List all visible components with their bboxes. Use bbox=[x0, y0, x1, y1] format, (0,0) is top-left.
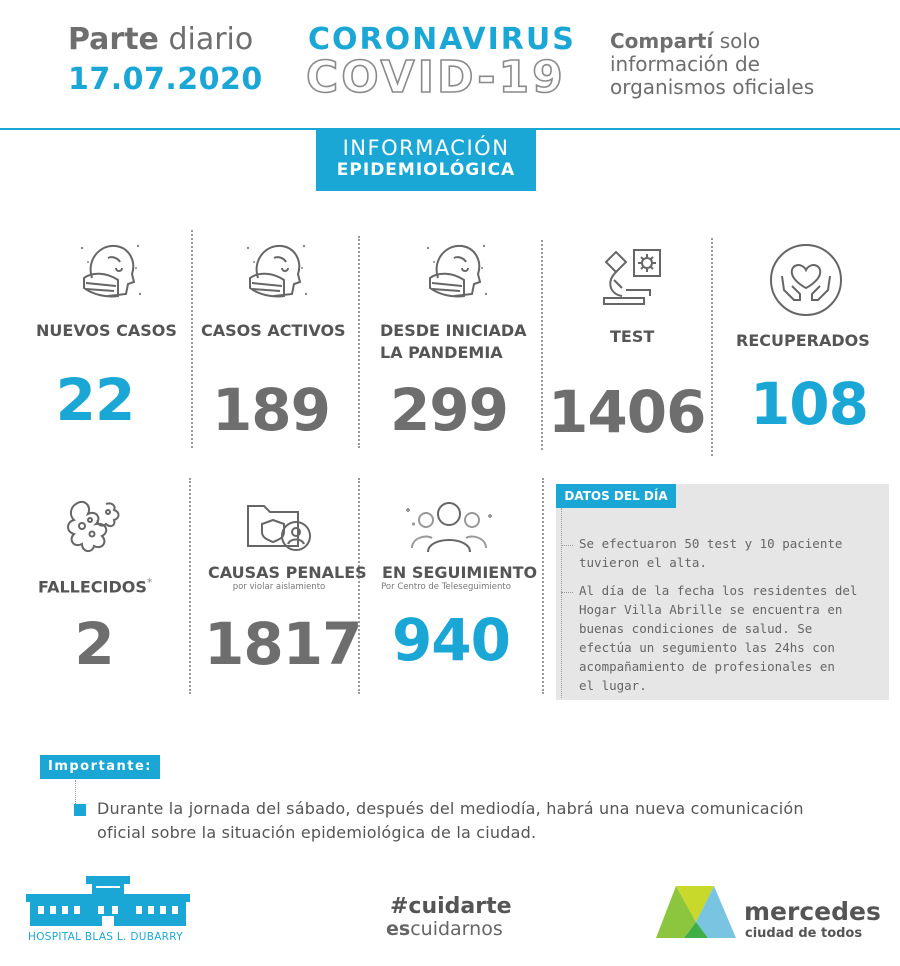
datos-paragraph-1: Se efectuaron 50 test y 10 paciente tuvieron el alta. bbox=[579, 536, 843, 570]
report-date: 17.07.2020 bbox=[68, 62, 263, 97]
causas-penales-sub: por violar aislamiento bbox=[232, 582, 326, 592]
separator bbox=[189, 478, 191, 694]
fallecidos-label: FALLECIDOS* bbox=[38, 576, 153, 597]
test-label: TEST bbox=[610, 327, 655, 346]
bullet-square bbox=[74, 804, 86, 816]
microscope-icon bbox=[600, 246, 666, 308]
seguimiento-sub: Por Centro de Teleseguimiento bbox=[381, 582, 511, 592]
mask-face-icon bbox=[78, 238, 144, 304]
police-folder-icon bbox=[246, 498, 314, 554]
recuperados-label: RECUPERADOS bbox=[736, 331, 870, 350]
mercedes-tagline: ciudad de todos bbox=[745, 926, 863, 941]
hospital-building-icon bbox=[26, 872, 190, 930]
importante-bracket bbox=[75, 780, 76, 806]
casos-activos-value: 189 bbox=[211, 376, 331, 444]
fallecidos-value: 2 bbox=[74, 610, 114, 678]
datos-bracket-tick bbox=[561, 592, 573, 593]
causas-penales-label: CAUSAS PENALES bbox=[208, 563, 367, 582]
importante-tag: Importante: bbox=[40, 755, 160, 779]
datos-title: DATOS DEL DÍA bbox=[556, 484, 676, 508]
separator bbox=[542, 478, 544, 694]
virus-icon bbox=[62, 494, 126, 556]
datos-bracket bbox=[561, 508, 562, 698]
test-value: 1406 bbox=[548, 378, 706, 446]
seguimiento-value: 940 bbox=[391, 606, 511, 674]
hashtag-cuidarte: #cuidarte bbox=[390, 894, 512, 919]
report-title: Parte diario bbox=[68, 22, 254, 57]
separator bbox=[191, 230, 193, 448]
seguimiento-label: EN SEGUIMIENTO bbox=[382, 563, 538, 582]
causas-penales-value: 1817 bbox=[204, 610, 362, 678]
hashtag-escuidarnos: escuidarnos bbox=[386, 918, 503, 940]
recuperados-value: 108 bbox=[749, 370, 869, 438]
mask-face-icon bbox=[244, 238, 310, 304]
people-monitor-icon bbox=[402, 498, 496, 554]
separator bbox=[358, 236, 360, 448]
hospital-name: HOSPITAL BLAS L. DUBARRY bbox=[28, 931, 183, 943]
heart-hands-icon bbox=[768, 242, 844, 318]
mask-face-icon bbox=[424, 238, 490, 304]
section-badge bbox=[316, 129, 536, 191]
section-line1: INFORMACIÓN bbox=[342, 136, 510, 160]
nuevos-casos-label: NUEVOS CASOS bbox=[36, 321, 177, 340]
mercedes-logo-icon bbox=[656, 882, 736, 940]
pandemia-value: 299 bbox=[389, 376, 509, 444]
separator bbox=[541, 240, 543, 450]
casos-activos-label: CASOS ACTIVOS bbox=[201, 321, 346, 340]
pandemia-label-2: LA PANDEMIA bbox=[380, 343, 503, 362]
coronavirus-heading: CORONAVIRUS bbox=[308, 22, 576, 57]
nuevos-casos-value: 22 bbox=[55, 366, 135, 434]
pandemia-label-1: DESDE INICIADA bbox=[380, 321, 527, 340]
separator bbox=[711, 238, 713, 456]
covid-heading: COVID-19 bbox=[306, 52, 566, 103]
section-line2: EPIDEMIOLÓGICA bbox=[336, 160, 516, 180]
datos-paragraph-2: Al día de la fecha los residentes del Hogar Villa Abrille se encuentra en buenas condiciones de salud. Se efectúa un segumiento las 24hs con acompañamiento de profesionales en el lugar. bbox=[579, 583, 858, 693]
share-notice: Compartí solo información de organismos oficiales bbox=[610, 29, 815, 99]
importante-text: Durante la jornada del sábado, después del mediodía, habrá una nueva comunicación oficial sobre la situación epidemiológica de la ciudad. bbox=[97, 799, 804, 842]
mercedes-brand: mercedes bbox=[744, 897, 881, 926]
datos-bracket-tick bbox=[561, 545, 573, 546]
